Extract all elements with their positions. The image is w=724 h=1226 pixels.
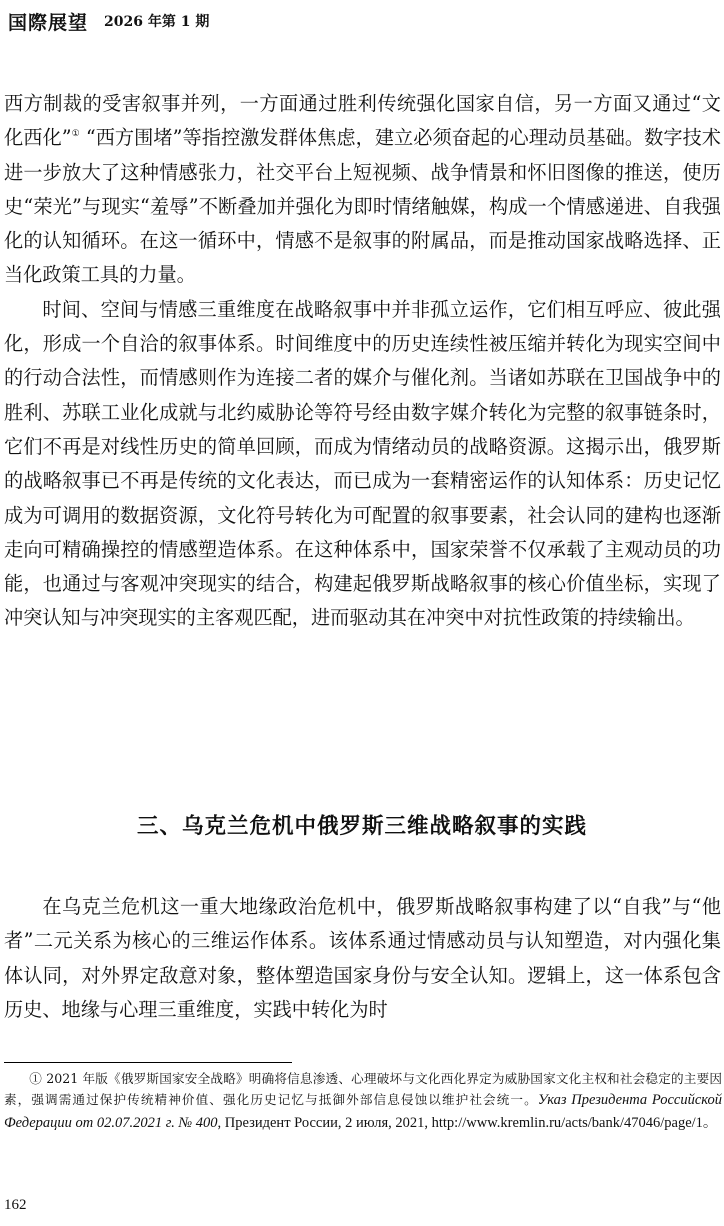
journal-logo: 国際展望 <box>8 11 89 34</box>
footnote-marker: ① <box>29 1071 42 1086</box>
body-text-lower <box>4 890 721 1027</box>
footnote <box>4 1068 722 1134</box>
footnote-citation-italic: Указ Президента Российской Федерации от 02.07.2021 г. № 400 <box>4 1092 723 1131</box>
section-heading: 三、乌克兰危机中俄罗斯三维战略叙事的实践 <box>136 814 587 839</box>
issue-label: 2026 年第 1 期 <box>104 14 210 30</box>
footnote-text-cn: 2021 年版《俄罗斯国家安全战略》明确将信息渗透、心理破坏与文化西化界定为威胁国家文化主权和社会稳定的主要因素，强调需通过保护传统精神价值、强化历史记忆与抵御外部信息侵蚀以维护社会统一。 <box>4 1071 722 1108</box>
paragraph-3: 在乌克兰危机这一重大地缘政治危机中，俄罗斯战略叙事构建了以“自我”与“他者”二元关系为核心的三维运作体系。该体系通过情感动员与认知塑造，对内强化集体认同，对外界定敌意对象，整体塑造国家身份与安全认知。逻辑上，这一体系包含历史、地缘与心理三重维度，实践中转化为时 <box>4 895 721 1021</box>
footnote-divider <box>4 1062 292 1063</box>
running-header <box>8 6 209 36</box>
paragraph-2: 时间、空间与情感三重维度在战略叙事中并非孤立运作，它们相互呼应、彼此强化，形成一个自洽的叙事体系。时间维度中的历史连续性被压缩并转化为现实空间中的行动合法性，而情感则作为连接二者的媒介与催化剂。当诸如苏联在卫国战争中的胜利、苏联工业化成就与北约威胁论等符号经由数字媒介转化为完整的叙事链条时，它们不再是对线性历史的简单回顾，而成为情绪动员的战略资源。这揭示出，俄罗斯的战略叙事已不再是传统的文化表达，而已成为一套精密运作的认知体系：历史记忆成为可调用的数据资源，文化符号转化为可配置的叙事要素，社会认同的建构也逐渐走向可精确操控的情感塑造体系。在这种体系中，国家荣誉不仅承载了主观动员的功能，也通过与客观冲突现实的结合，构建起俄罗斯战略叙事的核心价值坐标，实现了冲突认知与冲突现实的主客观匹配，进而驱动其在冲突中对抗性政策的持续输出。 <box>4 297 721 630</box>
paragraph-1-part-b: “西方围堵”等指控激发群体焦虑，建立必须奋起的心理动员基础。数字技术进一步放大了这种情感张力，社交平台上短视频、战争情景和怀旧图像的推送，使历史“荣光”与现实“羞辱”不断叠加并强化为即时情绪触媒，构成一个情感递进、自我强化的认知循环。在这一循环中，情感不是叙事的附属品，而是推动国家战略选择、正当化政策工具的力量。 <box>4 126 721 287</box>
footnote-citation-source: , Президент России, 2 июля, 2021, http://www.kremlin.ru/acts/bank/47046/page/1。 <box>217 1114 718 1131</box>
paragraph-1-part-a: 西方制裁的受害叙事并列，一方面通过胜利传统强化国家自信，另一方面又通过“文化西化” <box>4 92 721 150</box>
page-number: 162 <box>4 1197 27 1213</box>
paragraph-1 <box>4 87 721 293</box>
footnote-reference[interactable]: ① <box>71 129 80 140</box>
body-text-upper <box>4 87 721 636</box>
